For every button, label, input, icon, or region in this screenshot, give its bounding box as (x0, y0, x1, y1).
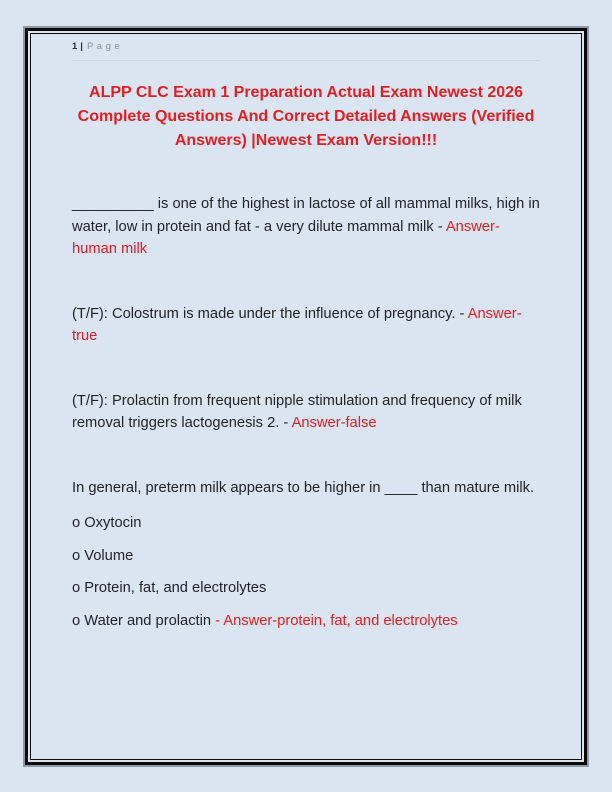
question-3 (72, 390, 540, 435)
question-3-text: (T/F): Prolactin from frequent nipple stimulation and frequency of milk removal triggers lactogenesis 2. - (72, 392, 522, 431)
question-4-option-4 (72, 610, 540, 633)
page-border-frame (25, 28, 587, 765)
header-page-label: Page (86, 41, 124, 52)
question-4-stem: In general, preterm milk appears to be higher in ____ than mature milk. (72, 479, 535, 496)
question-4-answer: - Answer-protein, fat, and electrolytes (215, 612, 458, 629)
question-3-answer: Answer-false (291, 415, 377, 431)
question-1 (72, 193, 540, 261)
question-2 (72, 303, 540, 348)
page-number: 1 (72, 41, 78, 52)
question-4-option-1: o Oxytocin (72, 515, 142, 531)
question-4-option-4-text: o Water and prolactin (72, 612, 216, 629)
question-1-text: __________ is one of the highest in lactose of all mammal milks, high in water, low in protein and fat - a very dilute mammal milk - (72, 196, 540, 235)
page-content-area (30, 33, 582, 760)
question-2-text: (T/F): Colostrum is made under the influence of pregnancy. - (72, 305, 468, 322)
page-header (72, 37, 540, 61)
question-4-option-2: o Volume (72, 547, 134, 564)
question-4-option-3: o Protein, fat, and electrolytes (72, 580, 267, 596)
question-1-answer: Answer-human milk (72, 218, 500, 257)
question-2-answer: Answer-true (72, 305, 522, 344)
header-separator: | (80, 41, 83, 52)
document-title: ALPP CLC Exam 1 Preparation Actual Exam Newest 2026 Complete Questions And Correct Detailed Answers (Verified Answers) |Newest Exam Version!!! (77, 84, 535, 149)
